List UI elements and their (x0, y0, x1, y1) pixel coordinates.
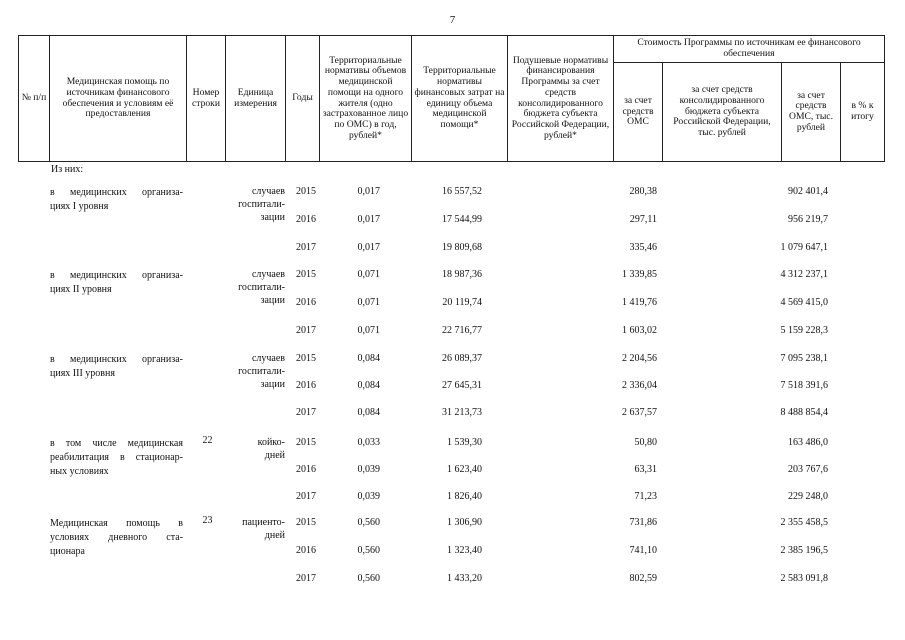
subheading: Из них: (51, 164, 84, 175)
row-unit-line: госпитали- (238, 282, 285, 293)
row-unit (227, 436, 285, 462)
row-description-line: реабилитация в стационар- (50, 451, 183, 463)
cell-year: 2017 (296, 491, 316, 502)
cell-oms: 2 336,04 (622, 380, 657, 391)
row-number: 22 (202, 435, 213, 446)
cell-oms-thousand: 8 488 854,4 (780, 407, 828, 418)
cell-oms: 63,31 (634, 464, 657, 475)
cell-norm-cost: 1 539,30 (447, 437, 482, 448)
header-col-per-capita: Подушевые нормативы финансирования Программы за счет средств консолидированного бюджета субъекта Российской Федерации, рублей* (508, 36, 614, 162)
cell-year: 2016 (296, 464, 316, 475)
row-unit-line: зации (260, 295, 285, 306)
row-description (50, 186, 183, 214)
header-col-row-number: Номер строки (187, 36, 226, 162)
row-description-line: циях I уровня (50, 200, 109, 212)
row-number: 23 (202, 515, 213, 526)
cell-norm-cost: 27 645,31 (442, 380, 482, 391)
cell-norm-volume: 0,039 (357, 491, 380, 502)
row-description (50, 517, 183, 558)
row-unit (227, 185, 285, 224)
row-description-line: циях III уровня (50, 367, 115, 379)
cell-norm-cost: 17 544,99 (442, 214, 482, 225)
row-unit-line: дней (264, 450, 285, 461)
cell-oms-thousand: 2 355 458,5 (780, 517, 828, 528)
row-unit-line: койко- (257, 437, 285, 448)
cell-norm-volume: 0,084 (357, 353, 380, 364)
cell-oms: 280,38 (629, 186, 657, 197)
cell-oms: 731,86 (629, 517, 657, 528)
cell-norm-volume: 0,071 (357, 269, 380, 280)
row-description-line: условиях дневного ста- (50, 531, 183, 543)
cell-norm-volume: 0,071 (357, 325, 380, 336)
row-description-line: в медицинских организа- (50, 354, 183, 365)
cell-norm-cost: 18 987,36 (442, 269, 482, 280)
cell-year: 2016 (296, 214, 316, 225)
cell-oms-thousand: 4 569 415,0 (780, 297, 828, 308)
row-description-line: в том числе медицинская (50, 438, 183, 449)
header-col-medical-care: Медицинская помощь по источникам финансового обеспечения и условиям её предоставления (50, 36, 187, 162)
cell-oms: 1 339,85 (622, 269, 657, 280)
cell-year: 2016 (296, 380, 316, 391)
header-col-norm-cost: Территориальные нормативы финансовых затрат на единицу объема медицинской помощи* (412, 36, 508, 162)
row-unit (227, 268, 285, 307)
cell-year: 2017 (296, 573, 316, 584)
cell-norm-cost: 1 323,40 (447, 545, 482, 556)
cell-norm-volume: 0,560 (357, 517, 380, 528)
row-description (50, 437, 183, 478)
cell-norm-volume: 0,560 (357, 573, 380, 584)
cell-norm-cost: 26 089,37 (442, 353, 482, 364)
cell-year: 2015 (296, 517, 316, 528)
header-col-years: Годы (286, 36, 320, 162)
row-unit (227, 516, 285, 542)
header-col-num: № п/п (19, 36, 50, 162)
row-unit-line: госпитали- (238, 366, 285, 377)
row-unit-line: случаев (251, 269, 285, 280)
row-description (50, 269, 183, 297)
row-unit-line: пациенто- (242, 517, 285, 528)
cell-oms-thousand: 956 219,7 (788, 214, 828, 225)
cell-oms-thousand: 229 248,0 (788, 491, 828, 502)
cell-norm-cost: 19 809,68 (442, 242, 482, 253)
cell-oms: 71,23 (634, 491, 657, 502)
cell-norm-volume: 0,039 (357, 464, 380, 475)
cell-oms-thousand: 2 385 196,5 (780, 545, 828, 556)
header-col-percent: в % к итогу (841, 63, 885, 162)
cell-norm-cost: 1 306,90 (447, 517, 482, 528)
cell-oms: 741,10 (629, 545, 657, 556)
row-unit-line: зации (260, 379, 285, 390)
header-col-oms: за счет средств ОМС (614, 63, 663, 162)
header-col-budget: за счет средств консолидированного бюджета субъекта Российской Федерации, тыс. рублей (663, 63, 782, 162)
row-unit-line: случаев (251, 353, 285, 364)
cell-oms: 802,59 (629, 573, 657, 584)
row-description-line: в медицинских организа- (50, 270, 183, 281)
cell-year: 2017 (296, 325, 316, 336)
cell-oms: 2 637,57 (622, 407, 657, 418)
row-unit-line: дней (264, 530, 285, 541)
cell-oms: 50,80 (634, 437, 657, 448)
cell-norm-volume: 0,017 (357, 186, 380, 197)
cell-year: 2015 (296, 353, 316, 364)
cell-oms-thousand: 5 159 228,3 (780, 325, 828, 336)
header-col-norm-volume: Территориальные нормативы объемов медицинской помощи на одного жителя (одно застрахованное лицо по ОМС) в год, рублей* (320, 36, 412, 162)
cell-oms: 335,46 (629, 242, 657, 253)
row-unit-line: госпитали- (238, 199, 285, 210)
cell-norm-cost: 22 716,77 (442, 325, 482, 336)
header-col-unit: Единица измерения (226, 36, 286, 162)
cell-norm-volume: 0,071 (357, 297, 380, 308)
cell-year: 2016 (296, 297, 316, 308)
row-description-line: ционара (50, 545, 85, 557)
cell-norm-cost: 31 213,73 (442, 407, 482, 418)
cell-norm-cost: 1 826,40 (447, 491, 482, 502)
cell-norm-cost: 20 119,74 (442, 297, 482, 308)
row-description (50, 353, 183, 381)
row-description-line: Медицинская помощь в (50, 518, 183, 529)
cell-norm-cost: 16 557,52 (442, 186, 482, 197)
cell-oms: 1 419,76 (622, 297, 657, 308)
row-unit-line: случаев (251, 186, 285, 197)
cell-norm-volume: 0,084 (357, 380, 380, 391)
cell-year: 2015 (296, 269, 316, 280)
row-unit (227, 352, 285, 391)
cell-norm-cost: 1 623,40 (447, 464, 482, 475)
cell-norm-volume: 0,560 (357, 545, 380, 556)
cell-oms-thousand: 7 095 238,1 (780, 353, 828, 364)
cell-oms-thousand: 163 486,0 (788, 437, 828, 448)
cell-year: 2016 (296, 545, 316, 556)
cell-oms: 1 603,02 (622, 325, 657, 336)
row-description-line: ных условиях (50, 465, 109, 477)
cell-year: 2017 (296, 407, 316, 418)
page-number: 7 (449, 14, 456, 26)
row-unit-line: зации (260, 212, 285, 223)
cell-norm-volume: 0,084 (357, 407, 380, 418)
cell-norm-volume: 0,017 (357, 214, 380, 225)
cell-oms: 297,11 (629, 214, 657, 225)
cell-oms-thousand: 902 401,4 (788, 186, 828, 197)
cell-oms-thousand: 2 583 091,8 (780, 573, 828, 584)
cell-year: 2015 (296, 437, 316, 448)
header-col-oms-thousand: за счет средств ОМС, тыс. рублей (782, 63, 841, 162)
cell-oms-thousand: 7 518 391,6 (780, 380, 828, 391)
cell-norm-volume: 0,017 (357, 242, 380, 253)
row-description-line: циях II уровня (50, 283, 112, 295)
row-description-line: в медицинских организа- (50, 187, 183, 198)
cell-oms-thousand: 203 767,6 (788, 464, 828, 475)
cell-year: 2017 (296, 242, 316, 253)
cell-norm-volume: 0,033 (357, 437, 380, 448)
header-col-cost-group: Стоимость Программы по источникам ее финансового обеспечения (614, 36, 885, 63)
cell-oms-thousand: 4 312 237,1 (780, 269, 828, 280)
cell-oms-thousand: 1 079 647,1 (780, 242, 828, 253)
cell-year: 2015 (296, 186, 316, 197)
cell-norm-cost: 1 433,20 (447, 573, 482, 584)
cell-oms: 2 204,56 (622, 353, 657, 364)
